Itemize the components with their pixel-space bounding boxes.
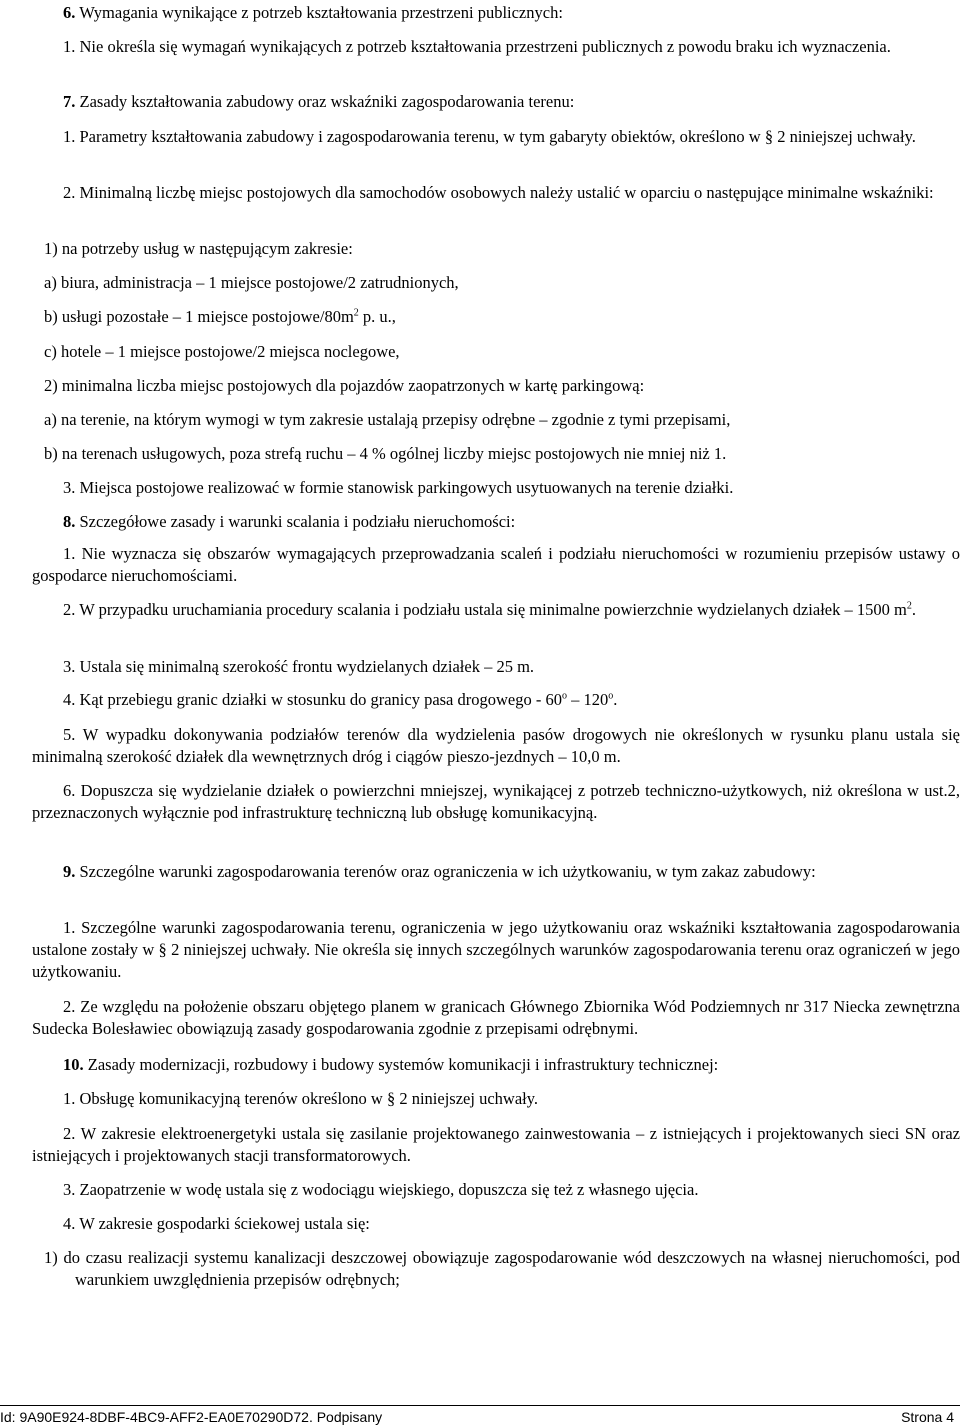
paragraph-tail: . [613,690,618,709]
section-8-heading [63,511,960,533]
paragraph-text: 2. W przypadku uruchamiania procedury scalania i podziału ustala się minimalne powierzchnie wydzielanych działek – 1500 m [63,600,907,619]
section-10-paragraph-3: 3. Zaopatrzenie w wodę ustala się z wodociągu wiejskiego, dopuszcza się też z własnego ujęcia. [63,1180,699,1199]
superscript-degree: o [562,690,567,702]
section-8-paragraph-6: 6. Dopuszcza się wydzielanie działek o powierzchni mniejszej, wynikającej z potrzeb techniczno-użytkowych, niż określona w ust.2, przeznaczonych wyłącznie pod infrastrukturę techniczną lub obsługę komunikacyjną. [32,781,960,822]
section-10-paragraph-1: 1. Obsługę komunikacyjną terenów określono w § 2 niniejszej uchwały. [63,1089,539,1108]
section-title: Wymagania wynikające z potrzeb kształtowania przestrzeni publicznych: [79,3,563,22]
superscript: 2 [353,307,359,319]
section-8-paragraph-4 [32,689,960,711]
section-title: Szczegółowe zasady i warunki scalania i podziału nieruchomości: [79,512,516,531]
section-10-heading [63,1054,960,1076]
section-10-paragraph-2: 2. W zakresie elektroenergetyki ustala się zasilanie projektowanego zainwestowania – z istniejących i projektowanych sieci SN oraz istniejących i projektowanych stacji transformatorowych. [32,1124,960,1165]
item-tail: p. u., [358,307,396,326]
superscript-degree: o [608,690,614,702]
section-number: 8. [63,512,76,531]
section-6-heading [63,2,960,24]
section-7-item-1: 1) na potrzeby usług w następującym zakresie: [44,239,353,258]
section-title: Szczególne warunki zagospodarowania terenów oraz ograniczenia w ich użytkowaniu, w tym zakaz zabudowy: [79,862,816,881]
section-7-item-1b [44,306,960,328]
section-8-paragraph-5: 5. W wypadku dokonywania podziałów terenów dla wydzielenia pasów drogowych nie określonych w rysunku planu ustala się minimalną szerokość działek dla wewnętrznych dróg i ciągów pieszo-jezdnych – 10,0 m. [32,725,960,766]
section-7-item-2a: a) na terenie, na którym wymogi w tym zakresie ustalają przepisy odrębne – zgodnie z tymi przepisami, [44,410,731,429]
section-7-item-2b: b) na terenach usługowych, poza strefą ruchu – 4 % ogólnej liczby miejsc postojowych nie mniej niż 1. [44,444,727,463]
section-number: 10. [63,1055,84,1074]
section-9-heading [32,861,960,883]
footer-document-id: Id: 9A90E924-8DBF-4BC9-AFF2-EA0E70290D72. Podpisany [0,1409,383,1425]
section-7-item-1c: c) hotele – 1 miejsce postojowe/2 miejsca noclegowe, [44,342,400,361]
footer-divider [0,1405,960,1406]
footer-page-number: Strona 4 [901,1409,954,1425]
section-7-item-1a: a) biura, administracja – 1 miejsce postojowe/2 zatrudnionych, [44,273,459,292]
section-9-paragraph-2: 2. Ze względu na położenie obszaru objętego planem w granicach Głównego Zbiornika Wód Podziemnych nr 317 Niecka zewnętrzna Sudecka Bolesławiec obowiązują zasady gospodarowania zgodnie z przepisami odrębnymi. [32,997,960,1038]
superscript: 2 [906,600,912,612]
section-title: Zasady kształtowania zabudowy oraz wskaźniki zagospodarowania terenu: [79,92,575,111]
section-8-paragraph-1: 1. Nie wyznacza się obszarów wymagających przeprowadzania scaleń i podziału nieruchomości w rozumieniu przepisów ustawy o gospodarce nieruchomościami. [32,544,960,585]
section-8-paragraph-2 [32,599,960,621]
paragraph-tail: . [911,600,916,619]
section-7-item-2: 2) minimalna liczba miejsc postojowych dla pojazdów zaopatrzonych w kartę parkingową: [44,376,645,395]
section-9-paragraph-1: 1. Szczególne warunki zagospodarowania terenu, ograniczenia w jego użytkowaniu oraz wskaźniki kształtowania zagospodarowania ustalone zostały w § 2 niniejszej uchwały. Nie określa się innych szczególnych warunków zagospodarowania terenu oraz ograniczeń w jego użytkowaniu. [32,918,960,981]
section-7-paragraph-1: 1. Parametry kształtowania zabudowy i zagospodarowania terenu, w tym gabaryty obiektów, określono w § 2 niniejszej uchwały. [63,127,916,146]
section-7-paragraph-3: 3. Miejsca postojowe realizować w formie stanowisk parkingowych usytuowanych na terenie działki. [63,478,734,497]
section-title: Zasady modernizacji, rozbudowy i budowy systemów komunikacji i infrastruktury technicznej: [87,1055,719,1074]
section-10-paragraph-4: 4. W zakresie gospodarki ściekowej ustala się: [63,1214,370,1233]
section-number: 6. [63,3,76,22]
item-text: b) usługi pozostałe – 1 miejsce postojowe/80m [44,307,354,326]
section-8-paragraph-3: 3. Ustala się minimalną szerokość frontu wydzielanych działek – 25 m. [63,657,535,676]
section-10-item-1: 1) do czasu realizacji systemu kanalizacji deszczowej obowiązuje zagospodarowanie wód deszczowych na własnej nieruchomości, pod warunkiem uwzględnienia przepisów odrębnych; [44,1248,960,1289]
paragraph-mid: – 120 [567,690,609,709]
section-number: 7. [63,92,76,111]
paragraph-text: 4. Kąt przebiegu granic działki w stosunku do granicy pasa drogowego - 60 [63,690,562,709]
section-number: 9. [63,862,76,881]
section-7-heading [63,91,960,113]
section-7-paragraph-2: 2. Minimalną liczbę miejsc postojowych dla samochodów osobowych należy ustalić w oparciu o następujące minimalne wskaźniki: [63,183,934,202]
section-6-paragraph-1: 1. Nie określa się wymagań wynikających z potrzeb kształtowania przestrzeni publicznych z powodu braku ich wyznaczenia. [63,37,891,56]
